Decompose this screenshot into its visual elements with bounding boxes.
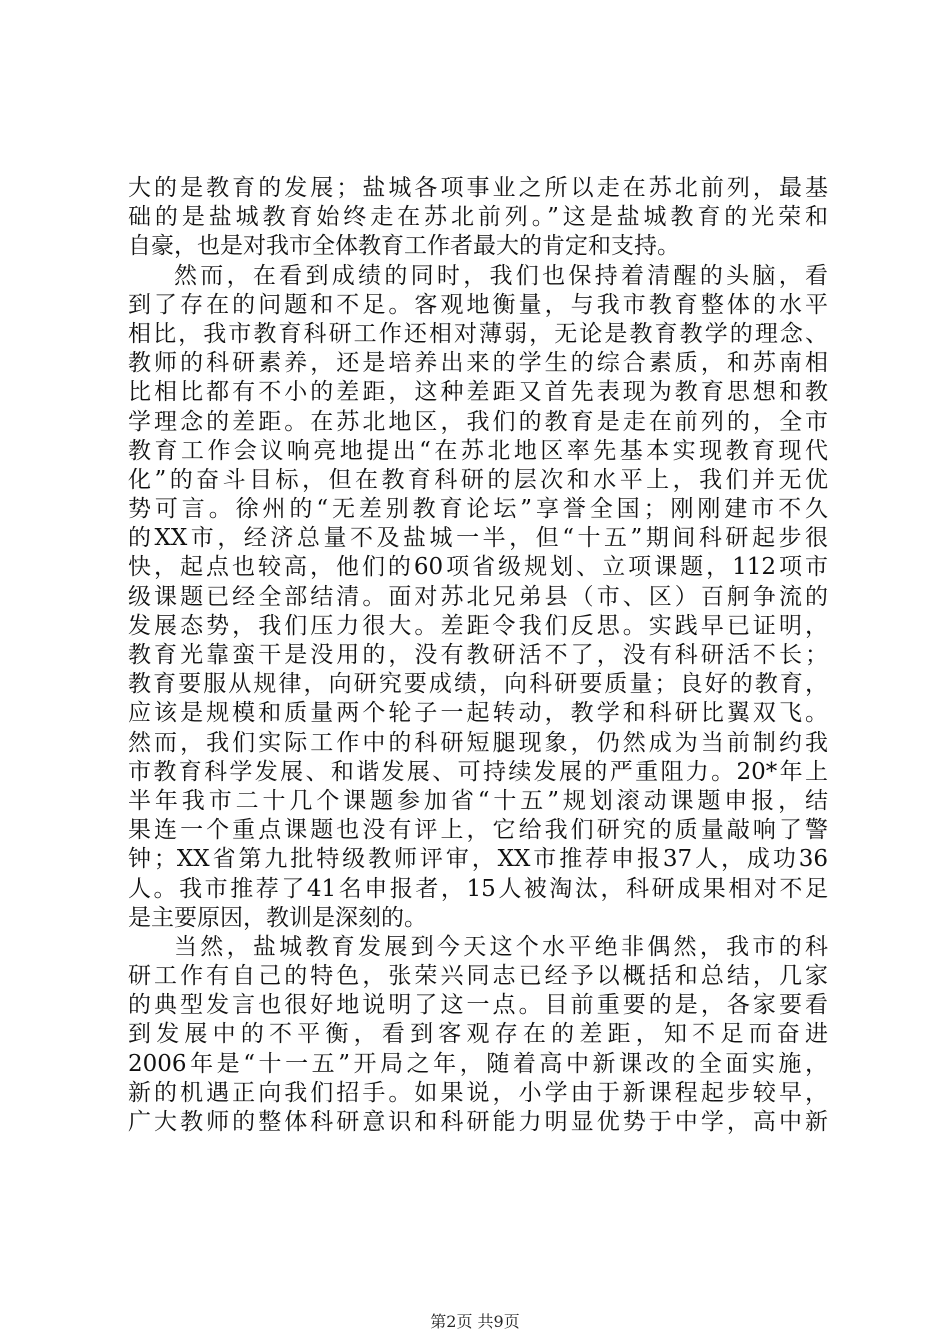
text-line: 研工作有自己的特色，张荣兴同志已经予以概括和总结，几家 (128, 963, 828, 990)
text-line: 发展态势，我们压力很大。差距令我们反思。实践早已证明， (128, 612, 828, 639)
text-line: 是主要原因，教训是深刻的。 (128, 904, 427, 931)
text-line: 级课题已经全部结清。面对苏北兄弟县（市、区）百舸争流的 (128, 583, 828, 610)
text-line: 半年我市二十几个课题参加省“十五”规划滚动课题申报，结 (128, 787, 828, 814)
text-line: 势可言。徐州的“无差别教育论坛”享誉全国；刚刚建市不久 (128, 496, 828, 523)
text-line: 市教育科学发展、和谐发展、可持续发展的严重阻力。20*年上 (128, 758, 828, 785)
text-line: 然而，我们实际工作中的科研短腿现象，仍然成为当前制约我 (128, 729, 828, 756)
text-line: 比相比都有不小的差距，这种差距又首先表现为教育思想和教 (128, 379, 828, 406)
text-line: 自豪，也是对我市全体教育工作者最大的肯定和支持。 (128, 233, 680, 260)
text-line: 的典型发言也很好地说明了这一点。目前重要的是，各家要看 (128, 992, 828, 1019)
paragraph-start-line: 当然，盐城教育发展到今天这个水平绝非偶然，我市的科 (174, 933, 828, 960)
text-line: 到了存在的问题和不足。客观地衡量，与我市教育整体的水平 (128, 291, 828, 318)
document-body (128, 174, 828, 1137)
text-line: 相比，我市教育科研工作还相对薄弱，无论是教育教学的理念、 (128, 320, 828, 347)
text-line: 教育光靠蛮干是没用的，没有教研活不了，没有科研活不长； (128, 642, 828, 668)
paragraph-start-line: 然而，在看到成绩的同时，我们也保持着清醒的头脑，看 (174, 262, 828, 289)
text-line: 新的机遇正向我们招手。如果说，小学由于新课程起步较早， (128, 1079, 828, 1106)
page-number-footer: 第2页 共9页 (430, 1312, 520, 1331)
text-line: 钟；XX省第九批特级教师评审，XX市推荐申报37人，成功36 (128, 846, 828, 873)
text-line: 础的是盐城教育始终走在苏北前列。”这是盐城教育的光荣和 (128, 204, 828, 231)
text-line: 应该是规模和质量两个轮子一起转动，教学和科研比翼双飞。 (128, 700, 828, 727)
text-line: 教育工作会议响亮地提出“在苏北地区率先基本实现教育现代 (128, 437, 828, 464)
text-line: 教师的科研素养，还是培养出来的学生的综合素质，和苏南相 (128, 350, 828, 377)
text-line: 学理念的差距。在苏北地区，我们的教育是走在前列的，全市 (128, 408, 828, 435)
text-line: 果连一个重点课题也没有评上，它给我们研究的质量敲响了警 (128, 817, 828, 844)
text-line: 大的是教育的发展；盐城各项事业之所以走在苏北前列，最基 (128, 175, 828, 201)
text-line: 化”的奋斗目标，但在教育科研的层次和水平上，我们并无优 (128, 466, 828, 493)
text-line: 的XX市，经济总量不及盐城一半，但“十五”期间科研起步很 (128, 525, 828, 552)
text-line: 2006年是“十一五”开局之年，随着高中新课改的全面实施， (128, 1050, 828, 1077)
text-line: 人。我市推荐了41名申报者，15人被淘汰，科研成果相对不足 (128, 875, 828, 902)
text-line: 快，起点也较高，他们的60项省级规划、立项课题，112项市 (128, 554, 828, 581)
text-line: 教育要服从规律，向研究要成绩，向科研要质量；良好的教育， (128, 671, 828, 698)
text-line: 到发展中的不平衡，看到客观存在的差距，知不足而奋进 (128, 1021, 828, 1048)
text-line: 广大教师的整体科研意识和科研能力明显优势于中学，高中新 (128, 1109, 828, 1135)
